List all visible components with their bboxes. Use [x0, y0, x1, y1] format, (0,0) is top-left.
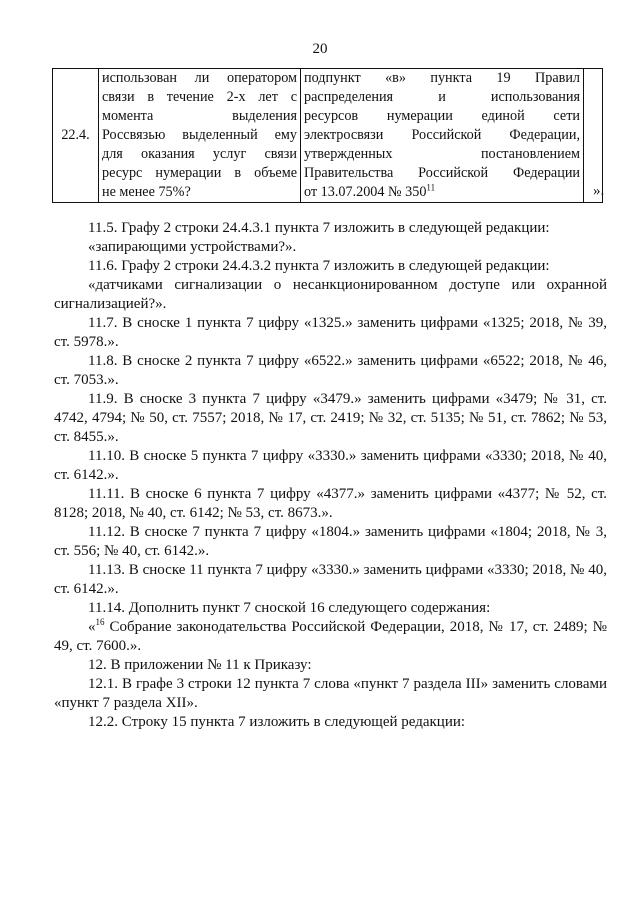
reference-cell [301, 69, 584, 203]
requirements-table [52, 68, 603, 203]
question-line: ресурс нумерации в объеме [102, 165, 297, 181]
paragraph: 11.13. В сноске 11 пункта 7 цифру «3330.» заменить цифрами «3330; 2018, № 40, ст. 6142.». [54, 562, 607, 597]
open-quote: « [88, 619, 96, 635]
row-number: 22.4. [53, 69, 99, 203]
paragraph: «запирающими устройствами?». [88, 239, 297, 255]
question-line: использован ли оператором [102, 70, 297, 86]
reference-line: распределения и использования [304, 89, 580, 105]
paragraph: 12.1. В графе 3 строки 12 пункта 7 слова «пункт 7 раздела III» заменить словами «пункт 7 раздела XII». [54, 676, 607, 711]
reference-line: утвержденных постановлением [304, 146, 580, 162]
question-line: для оказания услуг связи [102, 146, 297, 162]
paragraph: «датчиками сигнализации о несанкционированном доступе или охранной сигнализацией?». [54, 277, 607, 312]
reference-line: электросвязи Российской Федерации, [304, 127, 580, 143]
reference-line-last [304, 183, 580, 202]
footnote-paragraph [54, 618, 607, 656]
question-line: связи в течение 2-х лет с [102, 89, 297, 105]
question-cell [99, 69, 301, 203]
paragraph: 11.10. В сноске 5 пункта 7 цифру «3330.» заменить цифрами «3330; 2018, № 40, ст. 6142.». [54, 448, 607, 483]
paragraph: 11.9. В сноске 3 пункта 7 цифру «3479.» заменить цифрами «3479; № 31, ст. 4742, 4794; № 50, ст. 7557; 2018, № 17, ст. 2419; № 32, ст. 5135; № 51, ст. 7862; № 53, ст. 8455.». [54, 391, 607, 445]
question-line: Россвязью выделенный ему [102, 127, 297, 143]
paragraph: 11.12. В сноске 7 пункта 7 цифру «1804.» заменить цифрами «1804; 2018, № 3, ст. 556; № 40, ст. 6142.». [54, 524, 607, 559]
document-body [54, 219, 607, 732]
footnote-marker: 16 [95, 617, 105, 627]
reference-text: от 13.07.2004 № 350 [304, 184, 427, 200]
paragraph: 11.8. В сноске 2 пункта 7 цифру «6522.» заменить цифрами «6522; 2018, № 46, ст. 7053.». [54, 353, 607, 388]
footnote-marker: 11 [426, 182, 436, 193]
table-row [53, 69, 603, 203]
paragraph: 12.2. Строку 15 пункта 7 изложить в следующей редакции: [88, 714, 466, 730]
paragraph: 11.5. Графу 2 строки 24.4.3.1 пункта 7 изложить в следующей редакции: [88, 220, 550, 236]
reference-line: подпункт «в» пункта 19 Правил [304, 70, 580, 86]
question-line: не менее 75%? [102, 184, 191, 200]
paragraph: 11.7. В сноске 1 пункта 7 цифру «1325.» заменить цифрами «1325; 2018, № 39, ст. 5978.». [54, 315, 607, 350]
paragraph: 12. В приложении № 11 к Приказу: [88, 657, 312, 673]
footnote-text: Собрание законодательства Российской Федерации, 2018, № 17, ст. 2489; № 49, ст. 7600.». [54, 619, 607, 654]
paragraph: 11.11. В сноске 6 пункта 7 цифру «4377.» заменить цифрами «4377; № 52, ст. 8128; 2018, № 40, ст. 6142; № 53, ст. 8673.». [54, 486, 607, 521]
page-number: 20 [312, 41, 328, 57]
question-line: момента выделения [102, 108, 297, 124]
reference-line: Правительства Российской Федерации [304, 165, 580, 181]
paragraph: 11.6. Графу 2 строки 24.4.3.2 пункта 7 изложить в следующей редакции: [88, 258, 550, 274]
closing-quote: ». [593, 183, 605, 199]
paragraph: 11.14. Дополнить пункт 7 сноской 16 следующего содержания: [88, 600, 491, 616]
reference-line: ресурсов нумерации единой сети [304, 108, 580, 124]
